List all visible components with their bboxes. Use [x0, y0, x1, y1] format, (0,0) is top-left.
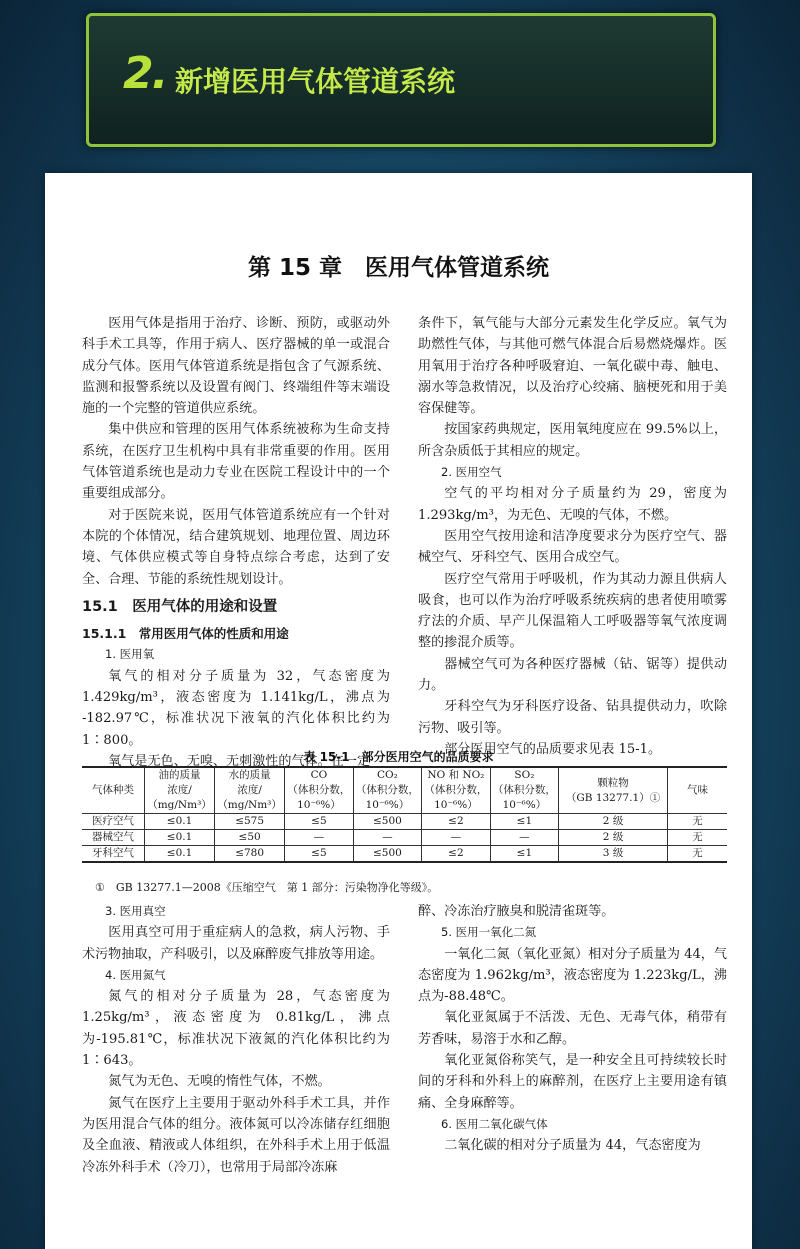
- paragraph: 氧气是无色、无嗅、无刺激性的气体。在一定: [108, 753, 371, 769]
- text-column-bottom-left: [82, 901, 390, 1178]
- table-footnote: ① GB 13277.1—2008《压缩空气 第 1 部分：污染物净化等级》。: [95, 881, 439, 894]
- header-line: 浓度/: [167, 784, 192, 796]
- section-heading: 15.1 医用气体的用途和设置: [82, 598, 278, 615]
- header-line: 10⁻⁶%）: [434, 799, 478, 811]
- header-line: CO: [310, 769, 328, 781]
- table-cell: 牙科空气: [82, 846, 144, 863]
- table-header-cell: [353, 767, 422, 814]
- paragraph: 对于医院来说，医用气体管道系统应有一个针对本院的个体情况，结合建筑规划、地理位置、周边环境、气体供应模式等自身特点综合考虑，达到了安全、合理、节能的系统性规划设计。: [82, 507, 390, 587]
- paragraph: 按国家药典规定，医用氧纯度应在 99.5%以上，所含杂质低于其相应的规定。: [418, 422, 727, 459]
- header-line: 颗粒物: [597, 776, 629, 789]
- chapter-title: 第 15 章 医用气体管道系统: [247, 255, 550, 281]
- paragraph: 氧气的相对分子质量为 32，气态密度为 1.429kg/m³，液态密度为 1.141kg/L，沸点为 -182.97℃，标准状况下液氧的汽化体积比约为 1∶800。: [82, 668, 390, 748]
- paragraph: 牙科空气为牙科医疗设备、钻具提供动力，吹除污物、吸引等。: [418, 699, 727, 736]
- section-heading: 2. 医用空气: [441, 465, 502, 480]
- table-cell: ≤0.1: [144, 814, 214, 830]
- quality-table: [82, 766, 727, 863]
- table-cell: 2 级: [559, 814, 668, 830]
- paragraph: 医疗空气常用于呼吸机，作为其动力源且供病人吸食，也可以作为治疗呼吸系统疾病的患者使用喷雾疗法的介质、早产儿保温箱人工呼吸器等氧气浓度调整的掺混介质等。: [418, 571, 727, 651]
- section-banner: [86, 13, 716, 147]
- text-column-bottom-right: [418, 901, 727, 1157]
- header-line: （体积分数，: [287, 784, 351, 796]
- table-cell: ≤0.1: [144, 846, 214, 863]
- table-cell: ≤5: [285, 846, 354, 863]
- table-header-cell: [490, 767, 559, 814]
- paragraph: 器械空气可为各种医疗器械（钻、锯等）提供动力。: [418, 656, 727, 694]
- section-heading: 4. 医用氮气: [105, 967, 166, 982]
- paragraph: 医用空气按用途和洁净度要求分为医疗空气、器械空气、牙科空气、医用合成空气。: [418, 528, 727, 566]
- table-cell: ≤0.1: [144, 830, 214, 846]
- header-line: 水的质量: [228, 769, 271, 781]
- section-heading: 1. 医用氧: [105, 647, 155, 662]
- paragraph: 氮气的相对分子质量为 28，气态密度为 1.25kg/m³，液态密度为 0.81kg/L，沸点为-195.81℃，标准状况下液氮的汽化体积比约为 1∶643。: [82, 989, 390, 1069]
- header-line: 气味: [686, 784, 708, 796]
- text-column-right: [418, 313, 727, 760]
- table-cell: ≤2: [422, 814, 491, 830]
- table-header-cell: [215, 767, 285, 814]
- header-line: 气体种类: [91, 784, 134, 796]
- header-line: NO 和 NO₂: [427, 769, 485, 781]
- table-header-cell: [422, 767, 491, 814]
- table-row: [82, 830, 727, 846]
- table-cell: —: [422, 830, 491, 846]
- paragraph: 氧化亚氮俗称笑气，是一种安全且可持续较长时间的牙科和外科上的麻醉剂，在医疗上主要用途有镇痛、全身麻醉等。: [418, 1053, 727, 1111]
- text-column-left: [82, 313, 390, 772]
- header-line: （mg/Nm³）: [147, 799, 212, 811]
- table-header-row: [82, 767, 727, 814]
- paragraph: 二氧化碳的相对分子质量为 44，气态密度为: [444, 1138, 701, 1154]
- table-header-cell: [559, 767, 668, 814]
- paragraph: 部分医用空气的品质要求见表 15-1。: [444, 741, 662, 757]
- table-cell: 无: [667, 814, 727, 830]
- table-cell: ≤2: [422, 846, 491, 863]
- paragraph: 医用真空可用于重症病人的急救，病人污物、手术污物抽取，产科吸引，以及麻醉废气排放等用途。: [82, 925, 390, 962]
- section-heading: 6. 医用二氧化碳气体: [441, 1116, 548, 1131]
- header-line: 浓度/: [237, 784, 262, 796]
- paragraph: 一氧化二氮（氧化亚氮）相对分子质量为 44，气态密度为 1.962kg/m³，液态密度为 1.223kg/L，沸点为-88.48℃。: [418, 946, 727, 1005]
- table-cell: ≤500: [353, 846, 422, 863]
- header-line: （体积分数，: [492, 784, 556, 796]
- table-cell: ≤5: [285, 814, 354, 830]
- header-line: （体积分数，: [355, 784, 419, 796]
- table-cell: 医疗空气: [82, 814, 144, 830]
- section-heading: 15.1.1 常用医用气体的性质和用途: [82, 626, 289, 642]
- table-row: [82, 814, 727, 830]
- table-cell: 无: [667, 830, 727, 846]
- document-page: [45, 173, 752, 1249]
- table-header-cell: [667, 767, 727, 814]
- table-cell: ≤780: [215, 846, 285, 863]
- header-line: （体积分数，: [424, 784, 488, 796]
- header-line: CO₂: [376, 769, 398, 781]
- header-line: SO₂: [514, 769, 535, 781]
- paragraph: 集中供应和管理的医用气体系统被称为生命支持系统，在医疗卫生机构中具有非常重要的作用。医用气体管道系统也是动力专业在医院工程设计中的一个重要组成部分。: [82, 422, 390, 502]
- paragraph: 医用气体是指用于治疗、诊断、预防，或驱动外科手术工具等，作用于病人、医疗器械的单一或混合成分气体。医用气体管道系统是指包含了气源系统、监测和报警系统以及设置有阀门、终端组件等末端设施的一个完整的管道供应系统。: [82, 316, 390, 417]
- table-cell: ≤575: [215, 814, 285, 830]
- paragraph: 氮气在医疗上主要用于驱动外科手术工具，并作为医用混合气体的组分。液体氮可以冷冻储存红细胞及全血液、精液或人体组织，在外科手术上用于低温冷冻外科手术（冷刀），也常用于局部冷冻麻: [82, 1095, 390, 1175]
- table-cell: ≤1: [490, 846, 559, 863]
- paragraph: 条件下，氧气能与大部分元素发生化学反应。氧气为助燃性气体，与其他可燃气体混合后易燃烧爆炸。医用氧用于治疗各种呼吸窘迫、一氧化碳中毒、触电、溺水等急救情况，以及治疗心绞痛、脑梗死和用于美容保健等。: [418, 316, 727, 417]
- header-line: 油的质量: [158, 769, 201, 781]
- table-cell: —: [285, 830, 354, 846]
- header-line: 10⁻⁶%）: [365, 799, 410, 811]
- table-cell: —: [490, 830, 559, 846]
- section-title: 新增医用气体管道系统: [175, 65, 456, 98]
- table-cell: —: [353, 830, 422, 846]
- table-cell: ≤500: [353, 814, 422, 830]
- header-line: （mg/Nm³）: [217, 799, 282, 811]
- section-heading: 3. 医用真空: [105, 904, 166, 918]
- paragraph: 氮气为无色、无嗅的惰性气体，不燃。: [108, 1074, 331, 1090]
- section-number: 2.: [123, 48, 167, 99]
- table-cell: 器械空气: [82, 830, 144, 846]
- paragraph: 空气的平均相对分子质量约为 29，密度为 1.293kg/m³，为无色、无嗅的气体，不燃。: [418, 486, 727, 523]
- table-title: 表 15-1 部分医用空气的品质要求: [303, 750, 494, 764]
- header-line: 10⁻⁶%）: [297, 799, 341, 811]
- table-cell: 无: [667, 846, 727, 863]
- table-cell: ≤1: [490, 814, 559, 830]
- paragraph: 醉、冷冻治疗腋臭和脱清雀斑等。: [418, 904, 615, 919]
- table-cell: 3 级: [559, 846, 668, 863]
- table-header-cell: [82, 767, 144, 814]
- header-line: （GB 13277.1）①: [565, 791, 661, 804]
- section-heading: 5. 医用一氧化二氮: [441, 925, 537, 940]
- table-cell: ≤50: [215, 830, 285, 846]
- paragraph: 氧化亚氮属于不活泼、无色、无毒气体，稍带有芳香味，易溶于水和乙醇。: [418, 1010, 727, 1047]
- table-header-cell: [285, 767, 354, 814]
- table-header-cell: [144, 767, 214, 814]
- table-cell: 2 级: [559, 830, 668, 846]
- table-row: [82, 846, 727, 863]
- header-line: 10⁻⁶%）: [502, 799, 547, 811]
